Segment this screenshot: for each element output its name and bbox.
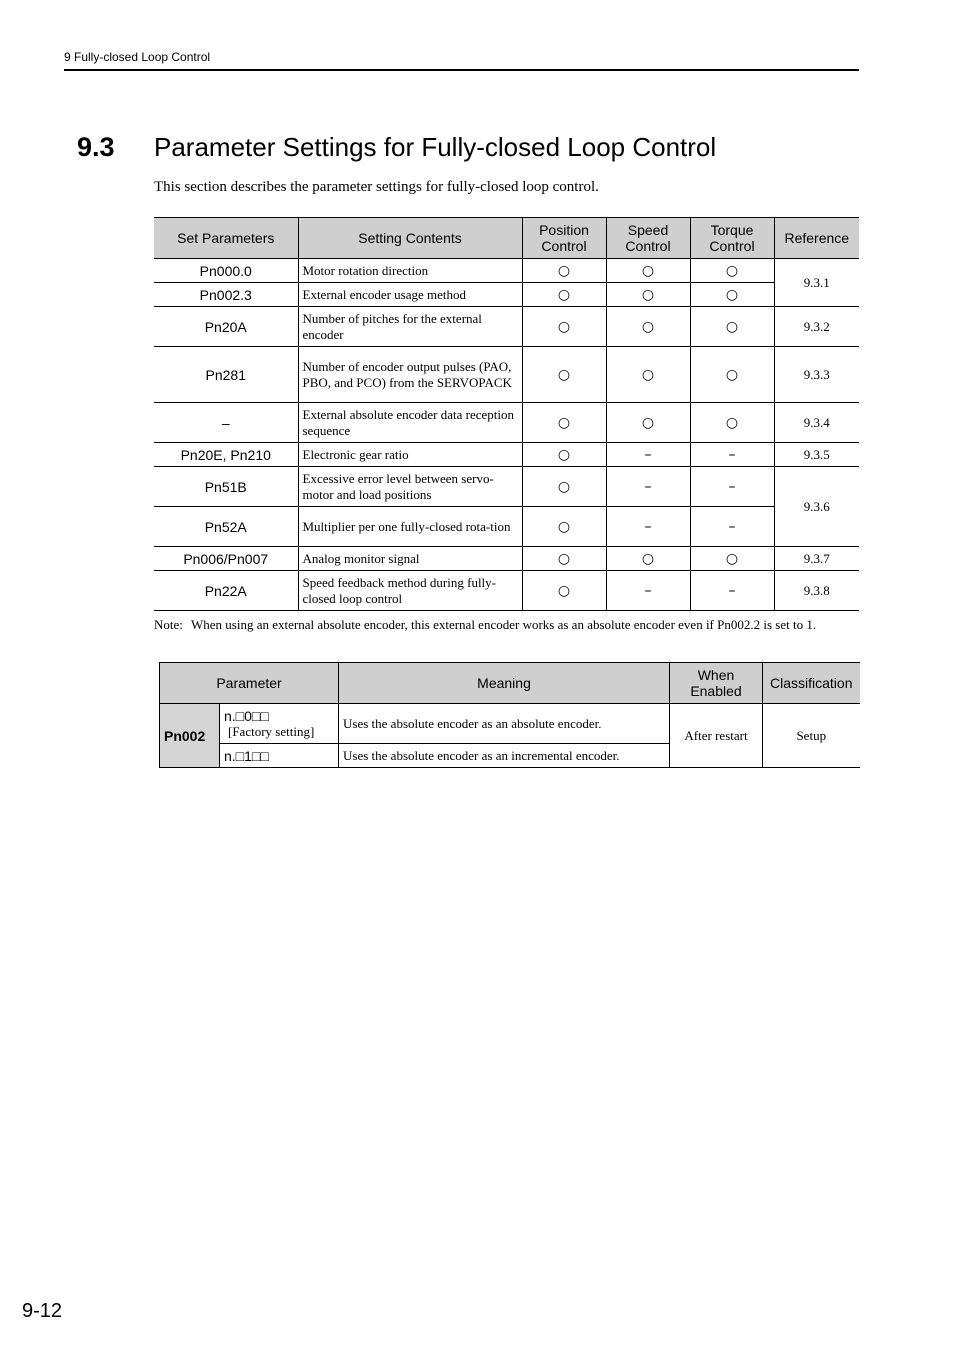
col-header-classification: Classification xyxy=(763,663,860,704)
speed-mark: – xyxy=(606,571,690,611)
position-mark: ○ xyxy=(522,507,606,547)
table-row xyxy=(154,283,859,307)
content-cell: Number of encoder output pulses (PAO, PBO, and PCO) from the SERVOPACK xyxy=(298,347,522,403)
content-cell: Number of pitches for the external encoder xyxy=(298,307,522,347)
speed-mark: ○ xyxy=(606,547,690,571)
section-title: Parameter Settings for Fully-closed Loop Control xyxy=(154,132,717,162)
col-header-torque-control: Torque Control xyxy=(690,218,774,259)
reference-cell: 9.3.4 xyxy=(774,403,859,443)
position-mark: ○ xyxy=(522,347,606,403)
meaning-cell: Uses the absolute encoder as an incremental encoder. xyxy=(339,744,670,768)
content-cell: External absolute encoder data reception sequence xyxy=(298,403,522,443)
note-text: When using an external absolute encoder, this external encoder works as an absolute encoder even if Pn002.2 is set to 1. xyxy=(191,617,817,632)
section-intro: This section describes the parameter settings for fully-closed loop control. xyxy=(154,179,599,195)
speed-mark: – xyxy=(606,467,690,507)
table-row xyxy=(154,347,859,403)
reference-cell: 9.3.3 xyxy=(774,347,859,403)
content-cell: Speed feedback method during fully-closed loop control xyxy=(298,571,522,611)
table-row xyxy=(154,443,859,467)
torque-mark: – xyxy=(690,443,774,467)
position-mark: ○ xyxy=(522,259,606,283)
torque-mark: ○ xyxy=(690,307,774,347)
speed-mark: – xyxy=(606,443,690,467)
table-row xyxy=(154,403,859,443)
table-row xyxy=(154,507,859,547)
reference-cell: 9.3.8 xyxy=(774,571,859,611)
speed-mark: – xyxy=(606,507,690,547)
content-cell: Excessive error level between servo-motor and load positions xyxy=(298,467,522,507)
param-cell: Pn52A xyxy=(154,507,298,547)
running-head: 9 Fully-closed Loop Control xyxy=(64,50,211,64)
content-cell: Analog monitor signal xyxy=(298,547,522,571)
position-mark: ○ xyxy=(522,283,606,307)
param-cell: Pn006/Pn007 xyxy=(154,547,298,571)
param-cell: Pn22A xyxy=(154,571,298,611)
param-cell: Pn51B xyxy=(154,467,298,507)
param-cell: Pn20E, Pn210 xyxy=(154,443,298,467)
value-code: n.□1□□ xyxy=(224,747,269,764)
parameter-value xyxy=(220,704,339,744)
table-row xyxy=(154,467,859,507)
header-rule xyxy=(64,69,859,71)
col-header-parameter: Parameter xyxy=(160,663,339,704)
page-number: 9-12 xyxy=(22,1300,63,1322)
col-header-position-control: Position Control xyxy=(522,218,606,259)
content-cell: Electronic gear ratio xyxy=(298,443,522,467)
reference-cell: 9.3.5 xyxy=(774,443,859,467)
param-cell: – xyxy=(154,403,298,443)
col-header-set-parameters: Set Parameters xyxy=(154,218,298,259)
speed-mark: ○ xyxy=(606,259,690,283)
reference-cell: 9.3.6 xyxy=(774,467,859,547)
reference-cell: 9.3.7 xyxy=(774,547,859,571)
torque-mark: ○ xyxy=(690,403,774,443)
speed-mark: ○ xyxy=(606,403,690,443)
param-cell: Pn281 xyxy=(154,347,298,403)
position-mark: ○ xyxy=(522,467,606,507)
param-cell: Pn000.0 xyxy=(154,259,298,283)
content-cell: External encoder usage method xyxy=(298,283,522,307)
value-code: n.□0□□ xyxy=(224,707,269,724)
param-cell: Pn002.3 xyxy=(154,283,298,307)
position-mark: ○ xyxy=(522,443,606,467)
factory-setting-label: [Factory setting] xyxy=(228,723,315,739)
table-row xyxy=(154,259,859,283)
speed-mark: ○ xyxy=(606,283,690,307)
torque-mark: ○ xyxy=(690,259,774,283)
torque-mark: ○ xyxy=(690,347,774,403)
position-mark: ○ xyxy=(522,547,606,571)
torque-mark: – xyxy=(690,571,774,611)
position-mark: ○ xyxy=(522,403,606,443)
parameter-settings-table xyxy=(154,217,859,611)
parameter-value xyxy=(220,744,339,768)
reference-cell: 9.3.1 xyxy=(774,259,859,307)
col-header-speed-control: Speed Control xyxy=(606,218,690,259)
content-cell: Multiplier per one fully-closed rota-tion xyxy=(298,507,522,547)
torque-mark: – xyxy=(690,507,774,547)
content-cell: Motor rotation direction xyxy=(298,259,522,283)
when-enabled-cell: After restart xyxy=(670,704,763,768)
torque-mark: ○ xyxy=(690,547,774,571)
meaning-cell: Uses the absolute encoder as an absolute encoder. xyxy=(339,704,670,744)
torque-mark: – xyxy=(690,467,774,507)
pn002-parameter-table xyxy=(159,662,860,768)
position-mark: ○ xyxy=(522,571,606,611)
table-note xyxy=(154,615,859,634)
table-row xyxy=(154,571,859,611)
torque-mark: ○ xyxy=(690,283,774,307)
col-header-when-enabled: When Enabled xyxy=(670,663,763,704)
parameter-name: Pn002 xyxy=(160,704,220,768)
param-cell: Pn20A xyxy=(154,307,298,347)
note-label: Note: xyxy=(154,617,183,632)
col-header-reference: Reference xyxy=(774,218,859,259)
table-row xyxy=(154,547,859,571)
table-row xyxy=(160,704,860,744)
reference-cell: 9.3.2 xyxy=(774,307,859,347)
classification-cell: Setup xyxy=(763,704,860,768)
position-mark: ○ xyxy=(522,307,606,347)
speed-mark: ○ xyxy=(606,347,690,403)
col-header-setting-contents: Setting Contents xyxy=(298,218,522,259)
section-number: 9.3 xyxy=(77,132,115,162)
speed-mark: ○ xyxy=(606,307,690,347)
table-row xyxy=(154,307,859,347)
col-header-meaning: Meaning xyxy=(339,663,670,704)
